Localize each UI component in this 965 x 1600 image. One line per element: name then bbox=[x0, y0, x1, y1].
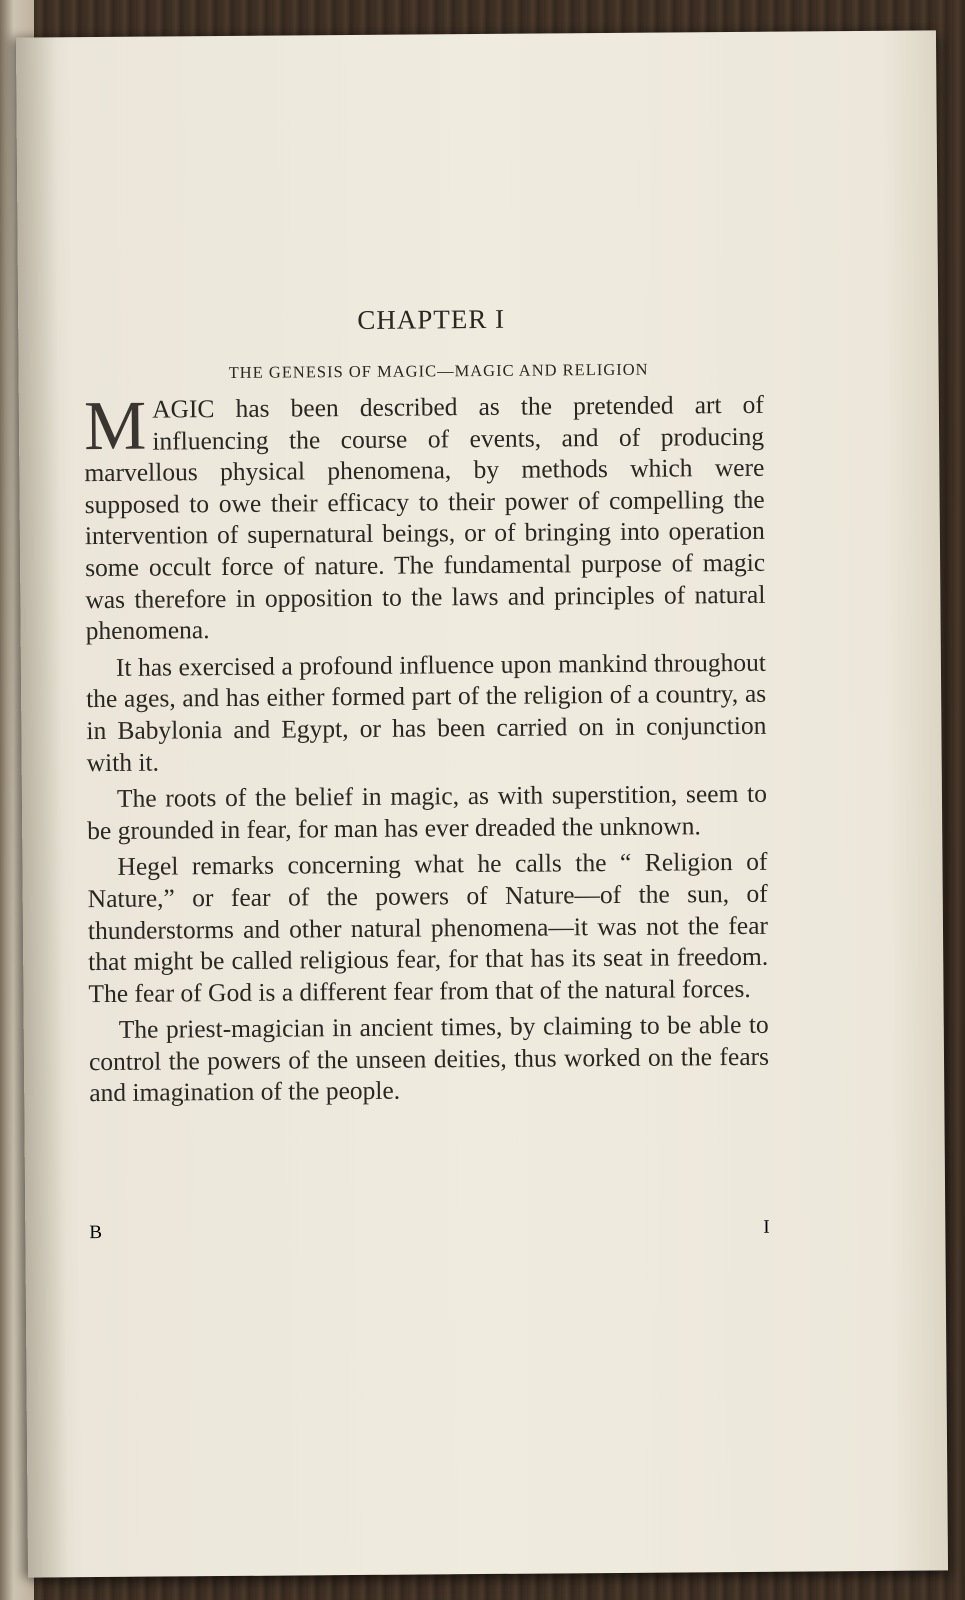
chapter-title: CHAPTER I bbox=[357, 303, 506, 335]
paragraph-5: The priest-magician in ancient times, by claiming to be able to control the powers of the unseen deities, thus worked on the fears and imagination of the people. bbox=[88, 1010, 770, 1108]
paragraph-1 bbox=[84, 389, 766, 647]
paragraph-1-text: AGIC has been described as the pretended art of influencing the course of events, and of producing marvellous physical phenomena, by methods which were supposed to owe their efficacy to their power of compelling the intervention of supernatural beings, or of bringing into operation some occult force of nature. The fundamental purpose of magic was therefore in opposition to the laws and principles of natural phenomena. bbox=[84, 389, 766, 646]
body-text bbox=[84, 389, 770, 1109]
paragraph-4: Hegel remarks concerning what he calls the “ Religion of Nature,” or fear of the powers of Nature—of the sun, of thunderstorms and other natural phenomena—it was not the fear that might be called religious fear, for that has its seat in freedom. The fear of God is a different fear from that of the natural forces. bbox=[87, 847, 769, 1008]
paragraph-2: It has exercised a profound influence upon mankind throughout the ages, and has either formed part of the religion of a country, as in Babylonia and Egypt, or has been carried on in conjunction with it. bbox=[86, 647, 767, 777]
drop-cap: M bbox=[83, 387, 147, 466]
chapter-heading: THE GENESIS OF MAGIC—MAGIC AND RELIGION bbox=[228, 359, 649, 382]
page-number: I bbox=[763, 1216, 770, 1238]
paragraph-3: The roots of the belief in magic, as with superstition, seem to be grounded in fear, for man has ever dreaded the unknown. bbox=[87, 778, 768, 845]
book-page bbox=[16, 30, 948, 1577]
signature-mark: B bbox=[89, 1221, 103, 1244]
page-content bbox=[83, 302, 769, 1114]
